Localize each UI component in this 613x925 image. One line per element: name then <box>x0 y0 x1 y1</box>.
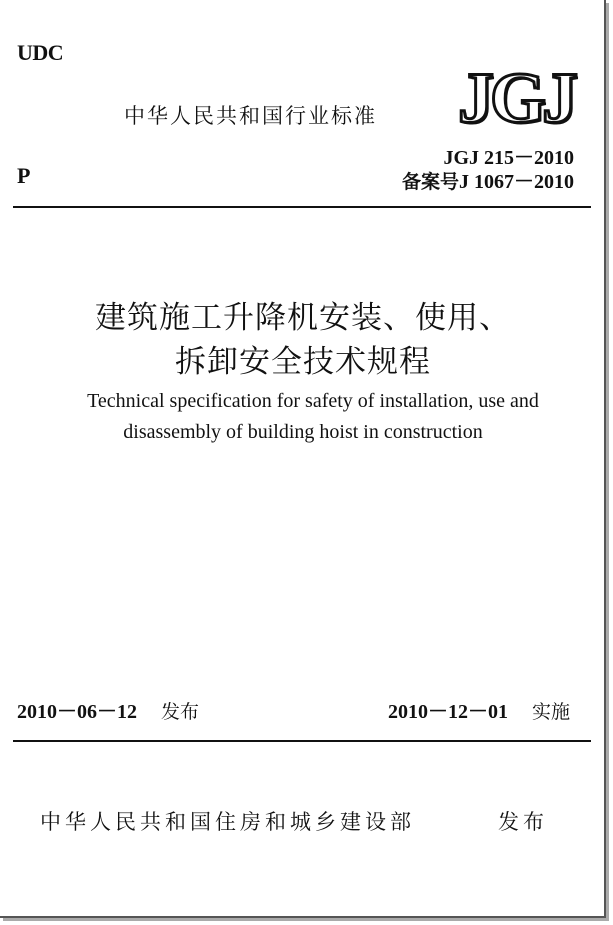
record-number <box>402 170 574 194</box>
effective-date-label: 实施 <box>531 701 570 723</box>
jgj-logo: JGJ <box>458 58 575 138</box>
record-value: J 1067－2010 <box>459 171 574 193</box>
issue-date-value: 2010－06－12 <box>17 701 137 723</box>
title-en-line1: Technical specification for safety of installation, use and <box>87 390 539 412</box>
industry-standard-heading: 中华人民共和国行业标准 <box>124 104 377 128</box>
effective-date <box>388 695 570 724</box>
issue-date <box>17 695 199 724</box>
header-divider <box>13 206 591 208</box>
effective-date-value: 2010－12－01 <box>387 701 508 723</box>
issue-date-label: 发布 <box>161 701 200 723</box>
footer-divider <box>13 740 591 742</box>
publish-action: 发布 <box>498 810 548 834</box>
record-label: 备案号 <box>401 171 459 193</box>
title-zh-line2: 拆卸安全技术规程 <box>175 344 431 380</box>
title-en-line2: disassembly of building hoist in construction <box>123 421 483 443</box>
publisher-name: 中华人民共和国住房和城乡建设部 <box>40 810 415 834</box>
udc-label: UDC <box>17 40 64 65</box>
standard-code: JGJ 215－2010 <box>443 147 574 169</box>
category-label: P <box>17 163 31 188</box>
title-zh-line1: 建筑施工升降机安装、使用、 <box>95 300 511 336</box>
